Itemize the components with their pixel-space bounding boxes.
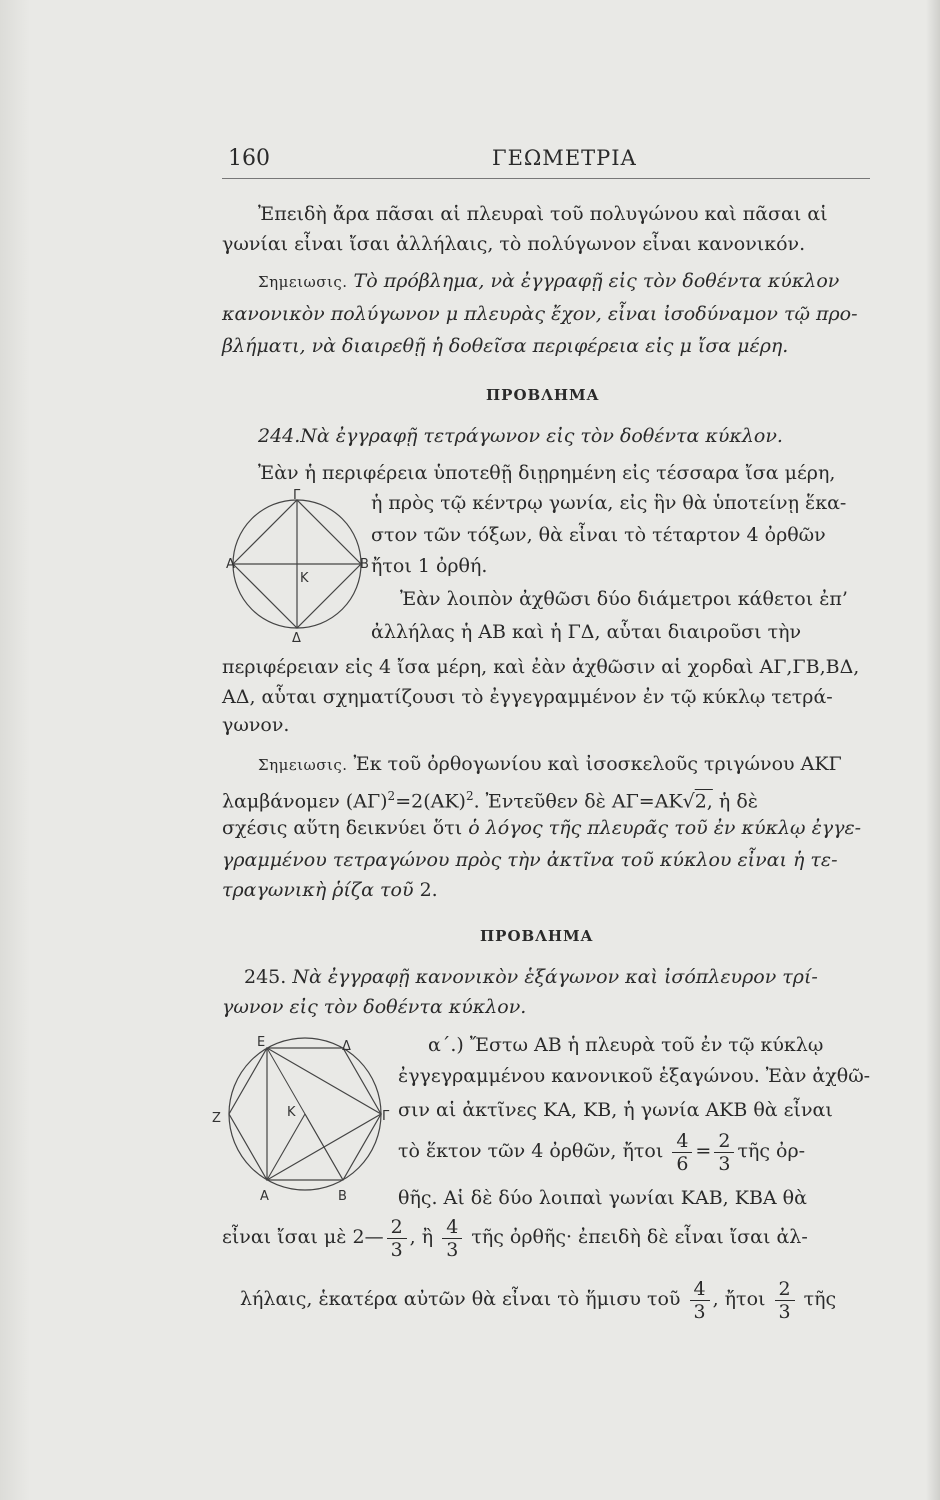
page-number: 160 (228, 146, 270, 171)
p245-line-2: ἐγγεγραμμένου κανονικοῦ ἑξαγώνου. Ἐὰν ἀχθῶ- (398, 1065, 871, 1087)
note2-label: Σημειωσις. (258, 756, 348, 774)
fig2-radius-ka (267, 1114, 305, 1180)
note2-line-2 (222, 784, 758, 813)
p245-line-7 (240, 1276, 836, 1323)
p245-title-line-1 (244, 965, 818, 989)
fraction-denominator: 3 (446, 1238, 459, 1261)
note2-text-2a: λαμβάνομεν (ΑΓ) (222, 790, 388, 813)
fig2-label-g: Γ (382, 1109, 390, 1124)
fraction-denominator: 3 (693, 1300, 706, 1323)
note1-text-1: Τὸ πρόβλημα, νὰ ἐγγραφῇ εἰς τὸν δοθέντα κύκλον (347, 270, 840, 292)
fig1-label-center: Κ (300, 571, 309, 586)
fraction-numerator: 4 (442, 1216, 462, 1239)
note2-line-5 (222, 878, 438, 902)
note2-exp-2: 2 (465, 789, 474, 803)
p244-line-3: στον τῶν τόξων, θὰ εἶναι τὸ τέταρτον 4 ὀρθῶν (371, 524, 826, 546)
p245-line-5: θῆς. Αἱ δὲ δύο λοιπαὶ γωνίαι ΚΑΒ, ΚΒΑ θὰ (398, 1187, 807, 1209)
p245-text-6c: τῆς ὀρθῆς· ἐπειδὴ δὲ εἶναι ἴσαι ἀλ- (471, 1226, 808, 1248)
intro-line-1: Ἐπειδὴ ἄρα πᾶσαι αἱ πλευραὶ τοῦ πολυγώνου καὶ πᾶσαι αἱ (258, 203, 828, 225)
fraction-denominator: 3 (390, 1238, 403, 1261)
p245-text-7b: , ἤτοι (712, 1288, 766, 1310)
p244-line-9: γωνον. (222, 714, 290, 736)
fig1-label-bottom: Δ (292, 631, 301, 646)
fraction-2-3-c (775, 1278, 795, 1323)
square-figure (226, 488, 369, 646)
p244-line-5: Ἐὰν λοιπὸν ἀχθῶσι δύο διάμετροι κάθετοι ἐπ’ (400, 588, 848, 610)
note1-label: Σημειωσις. (258, 273, 348, 291)
p244-title: 244.Νὰ ἐγγραφῇ τετράγωνον εἰς τὸν δοθέντα κύκλον. (258, 425, 783, 447)
note1-line-3: βλήματι, νὰ διαιρεθῇ ἡ δοθεῖσα περιφέρεια εἰς μ ἴσα μέρη. (222, 335, 789, 357)
header-rule (222, 178, 870, 179)
fig2-label-z: Ζ (212, 1111, 221, 1126)
p244-line-6: ἀλλήλας ἡ ΑΒ καὶ ἡ ΓΔ, αὗται διαιροῦσι τὴν (371, 621, 802, 643)
note2-text-5a: τραγωνικὴ ῥίζα τοῦ (222, 879, 414, 901)
problem-heading-2: ΠΡΟΒΛΗΜΑ (480, 927, 594, 945)
p244-line-4: ἤτοι 1 ὀρθή. (371, 555, 488, 577)
note2-text-2b: =2(ΑΚ) (395, 790, 466, 813)
p245-text-7c: τῆς (803, 1288, 837, 1310)
fig1-label-right: Β (360, 557, 369, 572)
running-title: ΓΕΩΜΕΤΡΙΑ (492, 146, 637, 170)
p245-line-6 (222, 1214, 808, 1261)
fraction-4-3-b (690, 1278, 710, 1323)
p244-line-1: Ἐὰν ἡ περιφέρεια ὑποτεθῇ διῃρημένη εἰς τέσσαρα ἴσα μέρη, (258, 462, 836, 484)
p245-text-6b: , ἢ (409, 1226, 434, 1248)
p244-line-7: περιφέρειαν εἰς 4 ἴσα μέρη, καὶ ἐὰν ἀχθῶσιν αἱ χορδαὶ ΑΓ,ΓΒ,ΒΔ, (222, 656, 860, 678)
p244-line-8: ΑΔ, αὗται σχηματίζουσι τὸ ἐγγεγραμμένον ἐν τῷ κύκλῳ τετρά- (222, 686, 833, 708)
note2-exp-1: 2 (387, 789, 396, 803)
fraction-numerator: 2 (775, 1278, 795, 1301)
fraction-denominator: 6 (676, 1152, 689, 1175)
note2-root: 2, (694, 790, 713, 813)
fraction-denominator: 3 (778, 1300, 791, 1323)
fraction-2-3-b (387, 1216, 407, 1261)
fraction-numerator: 4 (672, 1130, 692, 1153)
p245-title-line-2: γωνον εἰς τὸν δοθέντα κύκλον. (222, 996, 527, 1018)
p245-text-7a: λήλαις, ἑκατέρα αὐτῶν θὰ εἶναι τὸ ἥμισυ τοῦ (240, 1288, 681, 1310)
note2-text-3a: σχέσις αὕτη δεικνύει ὅτι (222, 817, 469, 839)
p245-line-3: σιν αἱ ἀκτῖνες ΚΑ, ΚΒ, ἡ γωνία ΑΚΒ θὰ εἶναι (398, 1099, 833, 1121)
p245-text-4a: τὸ ἕκτον τῶν 4 ὀρθῶν, ἤτοι (398, 1140, 664, 1162)
fig2-label-e: Ε (257, 1035, 266, 1050)
fraction-denominator: 3 (718, 1152, 731, 1175)
p245-number: 245. (244, 966, 287, 988)
fraction-numerator: 2 (387, 1216, 407, 1239)
p245-title-text-1: Νὰ ἐγγραφῇ κανονικὸν ἑξάγωνον καὶ ἰσόπλευρον τρί- (286, 966, 818, 988)
fig2-label-d: Δ (342, 1039, 351, 1054)
note2-text-1: Ἐκ τοῦ ὀρθογωνίου καὶ ἰσοσκελοῦς τριγώνου ΑΚΓ (347, 753, 842, 775)
hexagon-figure (210, 1030, 400, 1205)
note2-text-2d: ἡ δὲ (712, 790, 758, 813)
fraction-numerator: 2 (714, 1130, 734, 1153)
note2-text-5b: 2. (413, 879, 438, 901)
note2-line-1 (258, 752, 842, 777)
note1-line-1 (258, 269, 839, 294)
p244-line-2: ἡ πρὸς τῷ κέντρῳ γωνία, εἰς ἣν θὰ ὑποτείνῃ ἕκα- (371, 492, 847, 514)
equals-sign: = (695, 1140, 712, 1162)
p245-line-1: α΄.) Ἔστω ΑΒ ἡ πλευρὰ τοῦ ἐν τῷ κύκλῳ (428, 1034, 824, 1056)
fraction-2-3 (714, 1130, 734, 1175)
p245-text-6a: εἶναι ἴσαι μὲ 2— (222, 1226, 384, 1248)
fig2-label-k: Κ (287, 1105, 296, 1120)
note1-line-2: κανονικὸν πολύγωνον μ πλευρὰς ἔχον, εἶναι ἰσοδύναμον τῷ προ- (222, 303, 858, 325)
fraction-4-6 (672, 1130, 692, 1175)
page-right-edge (926, 0, 940, 1500)
fraction-numerator: 4 (690, 1278, 710, 1301)
p245-text-4b: τῆς ὀρ- (737, 1140, 806, 1162)
fig2-label-b: Β (338, 1189, 347, 1204)
note2-line-3 (222, 816, 861, 840)
note2-text-3b: ὁ λόγος τῆς πλευρᾶς τοῦ ἐν κύκλῳ ἐγγε- (468, 817, 862, 839)
fig1-label-top: Γ (293, 488, 301, 503)
problem-heading-1: ΠΡΟΒΛΗΜΑ (486, 386, 600, 404)
intro-line-2: γωνίαι εἶναι ἴσαι ἀλλήλαις, τὸ πολύγωνον εἶναι κανονικόν. (222, 233, 806, 255)
p245-line-4 (398, 1128, 805, 1175)
page-left-edge (0, 0, 30, 1500)
fig2-triangle (267, 1048, 381, 1180)
fig2-label-a: Α (260, 1189, 269, 1204)
note2-line-4: γραμμένου τετραγώνου πρὸς τὴν ἀκτῖνα τοῦ κύκλου εἶναι ἡ τε- (222, 849, 838, 871)
note2-text-2c: . Ἐντεῦθεν δὲ ΑΓ=ΑΚ√ (473, 790, 695, 813)
fraction-4-3 (442, 1216, 462, 1261)
fig1-label-left: Α (226, 557, 235, 572)
